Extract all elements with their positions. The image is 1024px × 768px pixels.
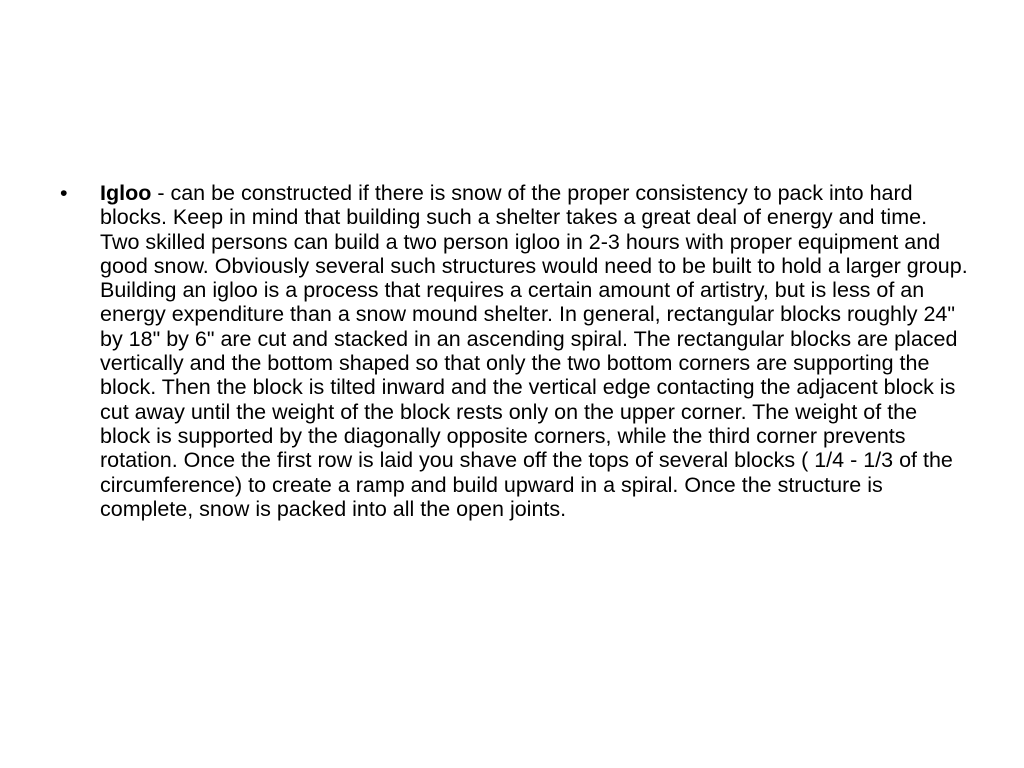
bullet-item-igloo xyxy=(60,181,970,521)
bullet-icon: • xyxy=(60,181,68,205)
term-description: - can be constructed if there is snow of the proper consistency to pack into hard blocks. Keep in mind that building such a shelter takes a great deal of energy and time. Two skilled persons can build a two person igloo in 2-3 hours with proper equipment and good snow. Obviously several such structures would need to be built to hold a larger group. Building an igloo is a process that requires a certain amount of artistry, but is less of an energy expenditure than a snow mound shelter. In general, rectangular blocks roughly 24" by 18" by 6" are cut and stacked in an ascending spiral. The rectangular blocks are placed vertically and the bottom shaped so that only the two bottom corners are supporting the block. Then the block is tilted inward and the vertical edge contacting the adjacent block is cut away until the weight of the block rests only on the upper corner. The weight of the block is supported by the diagonally opposite corners, while the third corner prevents rotation. Once the first row is laid you shave off the tops of several blocks ( 1/4 - 1/3 of the circumference) to create a ramp and build upward in a spiral. Once the structure is complete, snow is packed into all the open joints. xyxy=(100,181,968,521)
term-igloo: Igloo xyxy=(100,181,152,205)
bullet-list xyxy=(60,181,970,521)
